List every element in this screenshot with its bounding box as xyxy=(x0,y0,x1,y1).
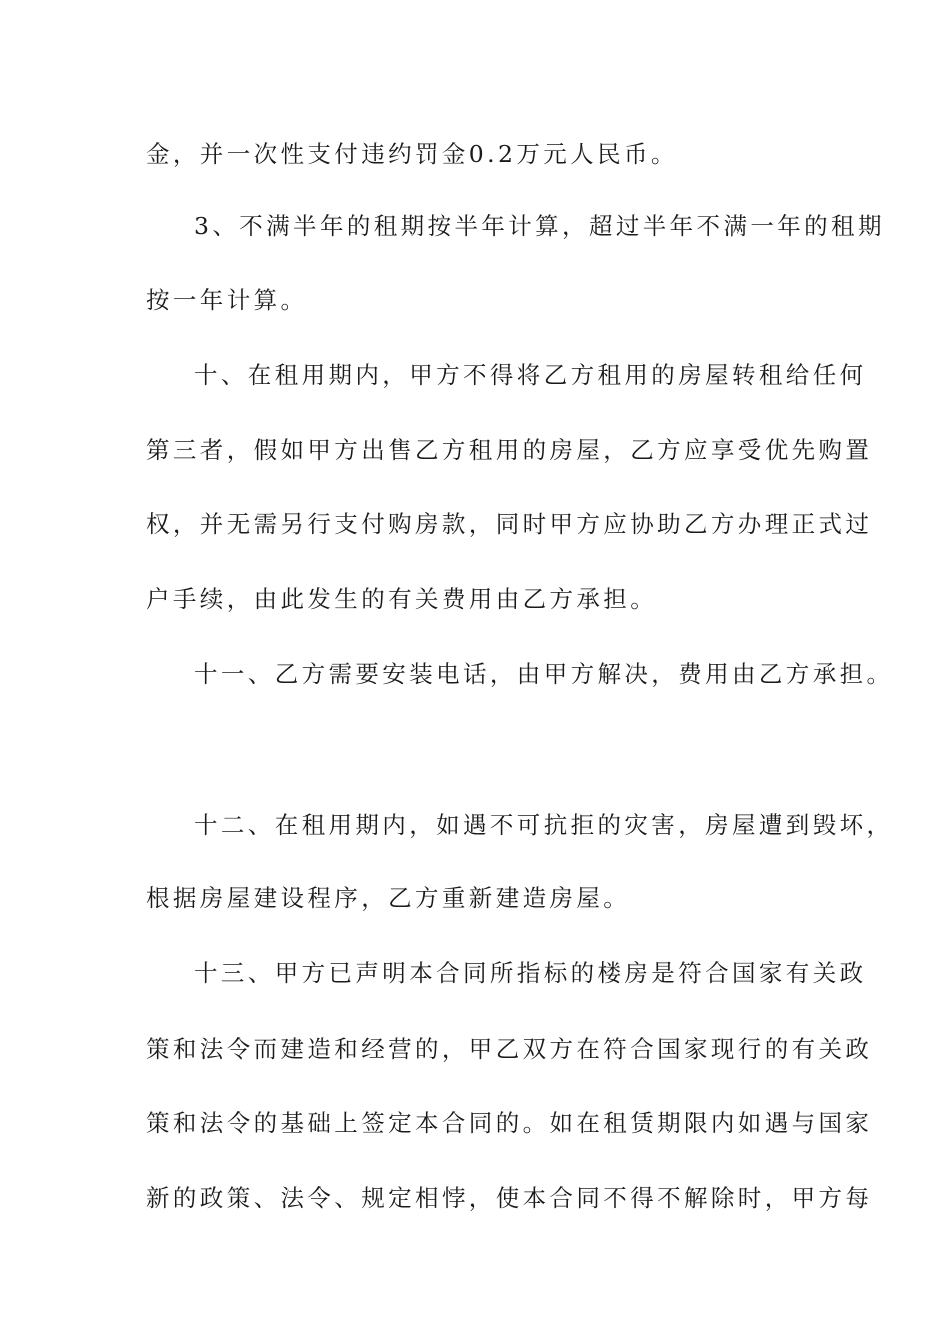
text-line-4: 十、在租用期内，甲方不得将乙方租用的房屋转租给任何 xyxy=(194,361,867,389)
text-line-8: 十一、乙方需要安装电话，由甲方解决，费用由乙方承担。 xyxy=(194,660,894,688)
text-line-14: 新的政策、法令、规定相悖，使本合同不得不解除时，甲方每 xyxy=(146,1184,873,1212)
text-line-9: 十二、在租用期内，如遇不可抗拒的灾害，房屋遭到毁坏， xyxy=(194,811,894,839)
text-line-13: 策和法令的基础上签定本合同的。如在租赁期限内如遇与国家 xyxy=(146,1109,873,1137)
text-line-6: 权，并无需另行支付购房款，同时甲方应协助乙方办理正式过 xyxy=(146,510,873,538)
text-line-1: 金，并一次性支付违约罚金0.2万元人民币。 xyxy=(146,140,678,168)
text-line-5: 第三者，假如甲方出售乙方租用的房屋，乙方应享受优先购置 xyxy=(146,436,873,464)
text-line-2: 3、不满半年的租期按半年计算，超过半年不满一年的租期 xyxy=(194,212,885,240)
text-line-7: 户手续，由此发生的有关费用由乙方承担。 xyxy=(146,585,658,613)
text-line-11: 十三、甲方已声明本合同所指标的楼房是符合国家有关政 xyxy=(194,959,867,987)
text-line-10: 根据房屋建设程序，乙方重新建造房屋。 xyxy=(146,884,631,912)
text-line-3: 按一年计算。 xyxy=(146,286,308,314)
text-line-12: 策和法令而建造和经营的，甲乙双方在符合国家现行的有关政 xyxy=(146,1035,873,1063)
